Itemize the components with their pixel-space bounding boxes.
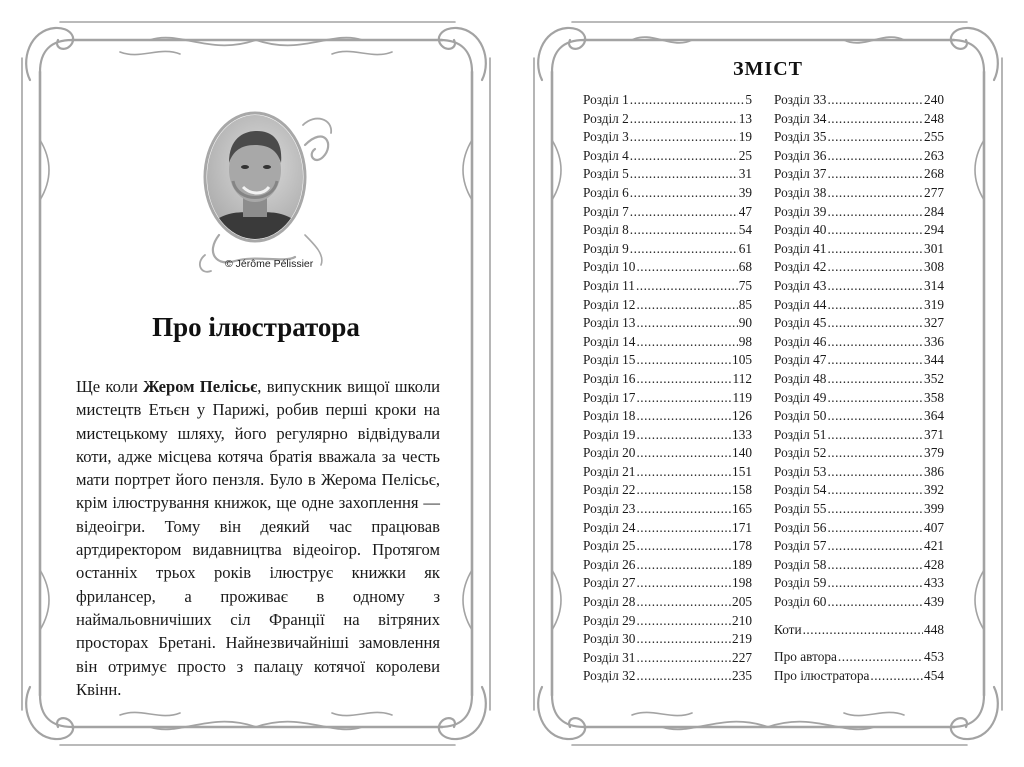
toc-entry-page: 25: [738, 147, 752, 163]
toc-gap: [774, 612, 944, 621]
toc-leader-dots: [636, 389, 731, 408]
toc-column-2: [774, 91, 944, 685]
toc-entry[interactable]: [774, 258, 944, 277]
toc-entry[interactable]: [774, 165, 944, 184]
toc-entry[interactable]: [583, 574, 752, 593]
toc-entry[interactable]: [774, 500, 944, 519]
illustrator-portrait: [175, 85, 345, 285]
toc-entry[interactable]: [583, 314, 752, 333]
toc-entry[interactable]: [583, 649, 752, 668]
toc-entry[interactable]: [774, 277, 944, 296]
toc-entry-label: Розділ 21: [583, 463, 636, 479]
toc-entry[interactable]: [774, 648, 944, 667]
toc-entry[interactable]: [774, 519, 944, 538]
toc-entry-label: Розділ 59: [774, 575, 827, 591]
toc-leader-dots: [636, 649, 731, 668]
toc-leader-dots: [636, 258, 737, 277]
toc-entry-page: 453: [924, 649, 944, 665]
toc-entry-page: 158: [732, 482, 752, 498]
toc-entry[interactable]: [774, 296, 944, 315]
toc-entry-page: 140: [732, 445, 752, 461]
toc-entry[interactable]: [774, 667, 944, 686]
toc-entry[interactable]: [774, 389, 944, 408]
toc-entry-label: Розділ 41: [774, 240, 827, 256]
illustrator-name: Жером Пелісьє: [143, 377, 258, 396]
toc-leader-dots: [827, 370, 923, 389]
toc-entry-label: Розділ 43: [774, 277, 827, 293]
toc-entry-page: 54: [738, 222, 752, 238]
toc-entry-page: 19: [738, 129, 752, 145]
toc-entry[interactable]: [774, 556, 944, 575]
toc-entry[interactable]: [774, 370, 944, 389]
toc-leader-dots: [803, 621, 923, 640]
toc-entry[interactable]: [774, 240, 944, 259]
toc-leader-dots: [636, 463, 731, 482]
toc-entry[interactable]: [774, 91, 944, 110]
toc-entry[interactable]: [774, 221, 944, 240]
toc-entry[interactable]: [583, 630, 752, 649]
toc-entry-label: Розділ 17: [583, 389, 636, 405]
toc-entry-page: 5: [745, 92, 752, 107]
toc-entry-page: 344: [924, 352, 944, 368]
toc-leader-dots: [630, 184, 738, 203]
toc-entry[interactable]: [774, 333, 944, 352]
toc-leader-dots: [636, 370, 731, 389]
toc-entry-page: 189: [732, 556, 752, 572]
toc-leader-dots: [827, 110, 923, 129]
toc-leader-dots: [636, 537, 731, 556]
toc-entry[interactable]: [583, 444, 752, 463]
right-page: [512, 0, 1024, 767]
toc-entry-page: 336: [924, 333, 944, 349]
toc-entry-page: 386: [924, 463, 944, 479]
toc-entry[interactable]: [583, 389, 752, 408]
toc-entry-page: 428: [924, 556, 944, 572]
toc-leader-dots: [870, 667, 923, 686]
toc-leader-dots: [838, 648, 923, 667]
toc-leader-dots: [827, 574, 923, 593]
toc-entry-page: 119: [732, 389, 752, 405]
toc-entry-label: Розділ 32: [583, 668, 636, 684]
toc-leader-dots: [827, 314, 923, 333]
toc-entry-label: Коти: [774, 621, 802, 637]
toc-entry-label: Розділ 14: [583, 333, 636, 349]
toc-entry-label: Розділ 23: [583, 501, 636, 517]
toc-entry-label: Розділ 57: [774, 538, 827, 554]
toc-leader-dots: [827, 240, 923, 259]
toc-leader-dots: [636, 667, 731, 686]
bio-intro: Ще коли: [76, 377, 144, 396]
toc-entry-label: Розділ 55: [774, 501, 827, 517]
toc-entry-page: 268: [924, 166, 944, 182]
toc-entry[interactable]: [583, 110, 752, 129]
toc-leader-dots: [827, 184, 923, 203]
toc-entry-page: 240: [924, 92, 944, 107]
toc-entry-page: 178: [732, 538, 752, 554]
toc-leader-dots: [827, 463, 923, 482]
toc-entry-page: 39: [738, 184, 752, 200]
toc-entry[interactable]: [583, 184, 752, 203]
toc-entry-page: 165: [732, 501, 752, 517]
toc-entry-label: Розділ 13: [583, 315, 636, 331]
toc-leader-dots: [636, 574, 731, 593]
toc-entry-label: Розділ 24: [583, 519, 636, 535]
toc-entry-page: 301: [924, 240, 944, 256]
toc-entry-label: Розділ 40: [774, 222, 827, 238]
toc-entry[interactable]: [774, 203, 944, 222]
toc-entry-label: Розділ 12: [583, 296, 636, 312]
toc-leader-dots: [630, 221, 738, 240]
toc-entry-page: 13: [738, 110, 752, 126]
toc-entry-label: Розділ 15: [583, 352, 636, 368]
toc-entry-page: 263: [924, 147, 944, 163]
toc-entry-page: 112: [732, 370, 752, 386]
toc-entry-label: Розділ 49: [774, 389, 827, 405]
toc-entry-label: Розділ 54: [774, 482, 827, 498]
toc-entry[interactable]: [583, 203, 752, 222]
toc-entry[interactable]: [774, 314, 944, 333]
toc-entry-page: 31: [738, 166, 752, 182]
toc-leader-dots: [827, 147, 923, 166]
toc-leader-dots: [827, 500, 923, 519]
toc-entry[interactable]: [583, 370, 752, 389]
toc-entry-label: Розділ 2: [583, 110, 629, 126]
toc-leader-dots: [827, 556, 923, 575]
toc-entry-label: Розділ 35: [774, 129, 827, 145]
toc-entry-page: 210: [732, 612, 752, 628]
toc-entry-label: Розділ 29: [583, 612, 636, 628]
toc-leader-dots: [630, 128, 738, 147]
toc-entry-page: 47: [738, 203, 752, 219]
toc-entry-label: Розділ 3: [583, 129, 629, 145]
toc-entry-label: Розділ 20: [583, 445, 636, 461]
toc-leader-dots: [636, 351, 731, 370]
toc-entry-label: Розділ 9: [583, 240, 629, 256]
toc-entry-page: 277: [924, 184, 944, 200]
toc-leader-dots: [827, 258, 923, 277]
toc-entry-label: Розділ 18: [583, 408, 636, 424]
toc-entry-label: Розділ 16: [583, 370, 636, 386]
toc-entry[interactable]: [583, 296, 752, 315]
toc-entry-label: Розділ 37: [774, 166, 827, 182]
toc-entry-label: Розділ 56: [774, 519, 827, 535]
toc-column-1: [583, 91, 752, 686]
toc-entry-label: Розділ 52: [774, 445, 827, 461]
toc-entry-page: 133: [732, 426, 752, 442]
toc-entry-page: 399: [924, 501, 944, 517]
toc-entry[interactable]: [583, 221, 752, 240]
toc-leader-dots: [636, 407, 731, 426]
toc-leader-dots: [827, 481, 923, 500]
toc-leader-dots: [636, 314, 737, 333]
toc-entry[interactable]: [774, 463, 944, 482]
toc-entry-page: 248: [924, 110, 944, 126]
toc-entry-page: 294: [924, 222, 944, 238]
toc-entry-page: 284: [924, 203, 944, 219]
toc-entry[interactable]: [774, 147, 944, 166]
toc-entry[interactable]: [583, 165, 752, 184]
toc-entry-label: Розділ 45: [774, 315, 827, 331]
toc-entry-label: Розділ 36: [774, 147, 827, 163]
toc-entry-page: 448: [924, 621, 944, 637]
toc-entry-page: 105: [732, 352, 752, 368]
toc-entry-label: Розділ 25: [583, 538, 636, 554]
toc-cats-entry: [774, 621, 944, 640]
toc-leader-dots: [827, 426, 923, 445]
toc-leader-dots: [630, 91, 745, 110]
toc-leader-dots: [827, 593, 923, 612]
toc-entry-label: Розділ 42: [774, 259, 827, 275]
toc-entry[interactable]: [583, 556, 752, 575]
toc-leader-dots: [636, 630, 731, 649]
toc-leader-dots: [636, 277, 738, 296]
illustrator-bio: [76, 375, 440, 701]
toc-leader-dots: [636, 444, 731, 463]
toc-entry[interactable]: [583, 407, 752, 426]
toc-leader-dots: [630, 165, 738, 184]
toc-entry-page: 68: [738, 259, 752, 275]
toc-entry-page: 439: [924, 594, 944, 610]
toc-leader-dots: [636, 426, 731, 445]
toc-entry-label: Розділ 38: [774, 184, 827, 200]
toc-entry-page: 327: [924, 315, 944, 331]
toc-about-entries: [774, 648, 944, 685]
toc-entry[interactable]: [774, 407, 944, 426]
toc-entry[interactable]: [583, 537, 752, 556]
toc-entry[interactable]: [774, 426, 944, 445]
toc-leader-dots: [636, 519, 731, 538]
toc-leader-dots: [636, 333, 737, 352]
toc-leader-dots: [630, 110, 738, 129]
toc-entry-page: 75: [738, 277, 752, 293]
toc-entry-label: Розділ 30: [583, 631, 636, 647]
toc-entry-page: 171: [732, 519, 752, 535]
toc-entry[interactable]: [583, 91, 752, 110]
toc-entry-page: 352: [924, 370, 944, 386]
toc-entry-label: Розділ 58: [774, 556, 827, 572]
toc-entry-label: Розділ 47: [774, 352, 827, 368]
toc-leader-dots: [636, 556, 731, 575]
toc-entry-page: 85: [738, 296, 752, 312]
toc-entry-page: 235: [732, 668, 752, 684]
toc-entry-page: 379: [924, 445, 944, 461]
toc-entry[interactable]: [583, 463, 752, 482]
toc-entry[interactable]: [774, 537, 944, 556]
toc-leader-dots: [827, 128, 923, 147]
toc-entry-page: 227: [732, 649, 752, 665]
toc-leader-dots: [630, 203, 738, 222]
toc-chapters-list: [774, 91, 944, 612]
toc-entry-page: 314: [924, 277, 944, 293]
toc-entry-label: Розділ 39: [774, 203, 827, 219]
toc-entry-page: 421: [924, 538, 944, 554]
toc-entry-label: Розділ 50: [774, 408, 827, 424]
toc-entry[interactable]: [774, 621, 944, 640]
toc-entry[interactable]: [774, 481, 944, 500]
bio-text: , випускник вищої школи мистецтв Етьєн у Парижі, робив перші кроки на мистецькому шляху, його регулярно відвідували коти, адже місцева котяча братія вважала за честь мати портрет його пензля. Було в Жерома Пелісьє, крім ілюстрування книжок, ще одне захоплення — відеоігри. Тому він деякий час працював артдиректором видавництва відеоігор. Протягом останніх трьох років ілюструє книжки як фрилансер, а проживає в одному з наймальовничіших сіл Франції на вітряних просторах Бретані. Найнезвичайніші замовлення він отримує просто з палацу котячої королеви Квінн.: [76, 377, 440, 699]
toc-entry-label: Про автора: [774, 649, 837, 665]
toc-entry-label: Розділ 7: [583, 203, 629, 219]
toc-entry-label: Розділ 6: [583, 184, 629, 200]
toc-entry-label: Розділ 44: [774, 296, 827, 312]
toc-entry-label: Розділ 19: [583, 426, 636, 442]
toc-entry-page: 90: [738, 315, 752, 331]
toc-leader-dots: [827, 389, 923, 408]
toc-leader-dots: [827, 165, 923, 184]
toc-entry-label: Розділ 11: [583, 277, 635, 293]
toc-entry-label: Розділ 1: [583, 92, 629, 107]
toc-entry-page: 219: [732, 631, 752, 647]
toc-leader-dots: [636, 481, 731, 500]
toc-leader-dots: [636, 612, 731, 631]
toc-entry-label: Розділ 31: [583, 649, 636, 665]
toc-gap: [774, 639, 944, 648]
toc-entry-page: 151: [732, 463, 752, 479]
toc-entry[interactable]: [774, 574, 944, 593]
toc-entry-page: 319: [924, 296, 944, 312]
toc-entry-page: 433: [924, 575, 944, 591]
toc-entry-label: Розділ 53: [774, 463, 827, 479]
toc-entry-label: Про ілюстратора: [774, 667, 870, 683]
toc-entry[interactable]: [583, 500, 752, 519]
toc-entry-label: Розділ 5: [583, 166, 629, 182]
toc-entry-label: Розділ 22: [583, 482, 636, 498]
toc-entry-label: Розділ 46: [774, 333, 827, 349]
toc-leader-dots: [827, 296, 923, 315]
toc-entry[interactable]: [774, 593, 944, 612]
toc-entry-page: 364: [924, 408, 944, 424]
page-title: Про ілюстратора: [152, 312, 360, 342]
toc-entry[interactable]: [583, 519, 752, 538]
toc-entry[interactable]: [774, 351, 944, 370]
toc-entry[interactable]: [583, 258, 752, 277]
toc-entry[interactable]: [583, 593, 752, 612]
toc-entry[interactable]: [583, 351, 752, 370]
toc-entry[interactable]: [583, 277, 752, 296]
toc-leader-dots: [636, 593, 731, 612]
toc-leader-dots: [827, 333, 923, 352]
toc-leader-dots: [827, 203, 923, 222]
toc-entry[interactable]: [774, 110, 944, 129]
toc-entry-label: Розділ 60: [774, 594, 827, 610]
toc-entry-page: 255: [924, 129, 944, 145]
toc-entry[interactable]: [774, 128, 944, 147]
toc-entry-page: 358: [924, 389, 944, 405]
toc-entry-page: 61: [738, 240, 752, 256]
photo-credit: © Jérôme Pélissier: [225, 258, 314, 270]
toc-entry[interactable]: [583, 667, 752, 686]
toc-entry-label: Розділ 26: [583, 556, 636, 572]
toc-leader-dots: [827, 537, 923, 556]
toc-entry[interactable]: [774, 184, 944, 203]
toc-entry[interactable]: [583, 147, 752, 166]
toc-entry-label: Розділ 48: [774, 370, 827, 386]
toc-entry-label: Розділ 34: [774, 110, 827, 126]
toc-entry-label: Розділ 4: [583, 147, 629, 163]
toc-entry[interactable]: [583, 128, 752, 147]
toc-leader-dots: [827, 221, 923, 240]
toc-entry[interactable]: [583, 333, 752, 352]
toc-title: ЗМІСТ: [733, 58, 803, 80]
toc-entry-page: 392: [924, 482, 944, 498]
toc-entry-label: Розділ 10: [583, 259, 636, 275]
toc-entry[interactable]: [583, 481, 752, 500]
toc-entry-page: 126: [732, 408, 752, 424]
toc-leader-dots: [827, 407, 923, 426]
toc-leader-dots: [636, 500, 731, 519]
toc-entry-label: Розділ 51: [774, 426, 827, 442]
toc-entry-page: 308: [924, 259, 944, 275]
toc-entry-label: Розділ 27: [583, 575, 636, 591]
toc-leader-dots: [630, 147, 738, 166]
toc-entry-page: 371: [924, 426, 944, 442]
toc-leader-dots: [827, 91, 923, 110]
toc-entry-page: 407: [924, 519, 944, 535]
toc-entry-label: Розділ 33: [774, 92, 827, 107]
toc-leader-dots: [630, 240, 738, 259]
toc-entry-page: 454: [924, 667, 944, 683]
toc-entry[interactable]: [583, 612, 752, 631]
toc-entry-page: 205: [732, 594, 752, 610]
toc-entry-page: 98: [738, 333, 752, 349]
toc-entry-label: Розділ 28: [583, 594, 636, 610]
toc-leader-dots: [827, 444, 923, 463]
toc-leader-dots: [827, 351, 923, 370]
toc-entry-label: Розділ 8: [583, 222, 629, 238]
toc-entry[interactable]: [583, 426, 752, 445]
toc-entry[interactable]: [583, 240, 752, 259]
toc-leader-dots: [827, 277, 923, 296]
toc-leader-dots: [636, 296, 737, 315]
toc-leader-dots: [827, 519, 923, 538]
toc-entry[interactable]: [774, 444, 944, 463]
toc-entry-page: 198: [732, 575, 752, 591]
